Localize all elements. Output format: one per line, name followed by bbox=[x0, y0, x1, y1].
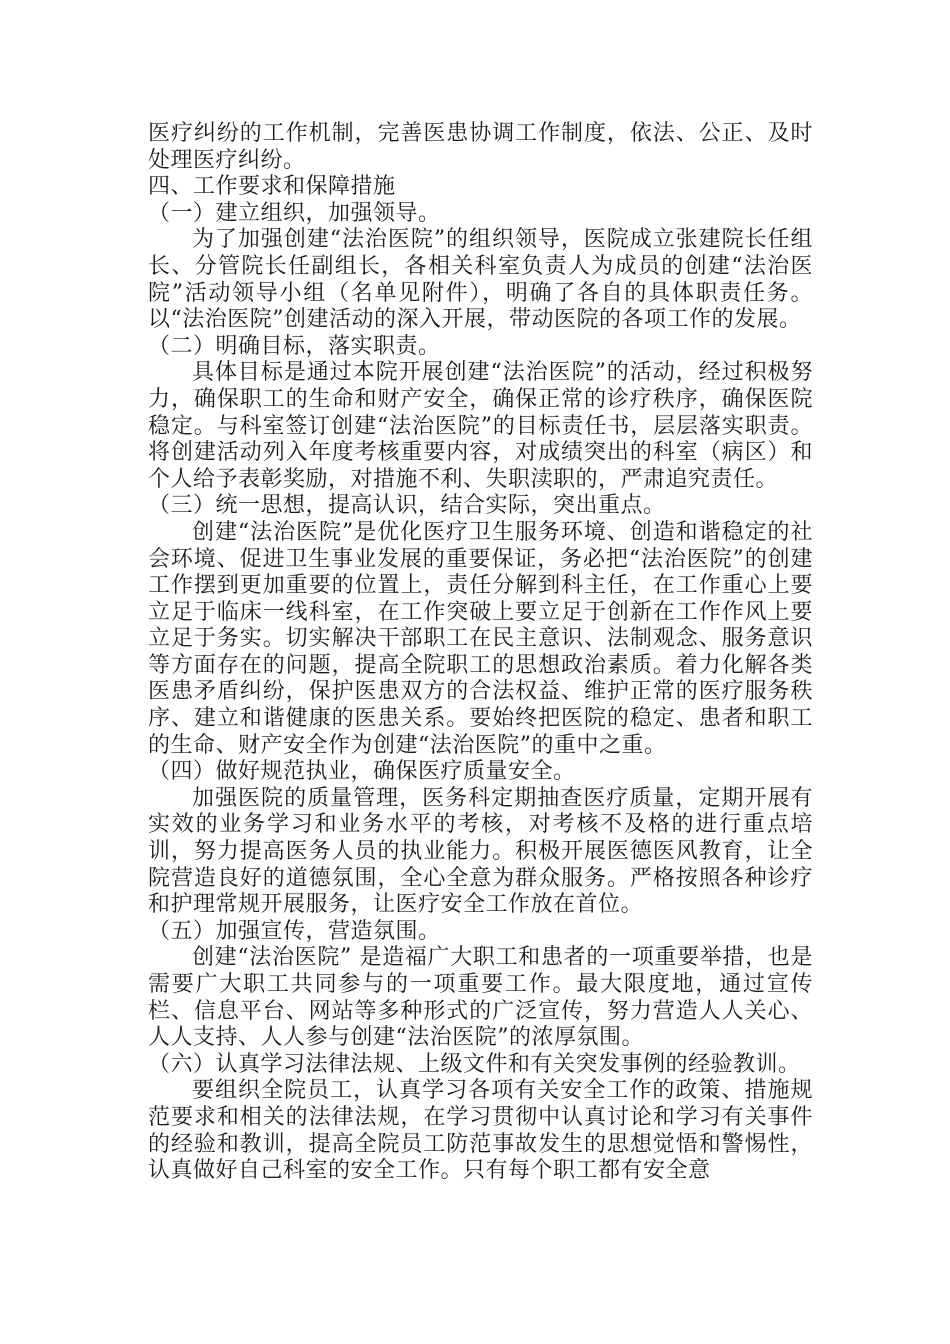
paragraph: 为了加强创建“法治医院”的组织领导，医院成立张建院长任组长、分管院长任副组长，各相关科室负责人为成员的创建“法治医院”活动领导小组（名单见附件），明确了各自的具体职责任务。以“法治医院”创建活动的深入开展，带动医院的各项工作的发展。 bbox=[148, 227, 813, 333]
paragraph: 创建“法治医院” 是造福广大职工和患者的一项重要举措，也是需要广大职工共同参与的一项重要工作。最大限度地，通过宣传栏、信息平台、网站等多种形式的广泛宣传，努力营造人人关心、人人支持、人人参与创建“法治医院”的浓厚氛围。 bbox=[148, 945, 813, 1051]
subsection-heading: （五）加强宣传，营造氛围。 bbox=[148, 918, 441, 944]
subsection-heading: （二）明确目标，落实职责。 bbox=[148, 333, 441, 359]
paragraph: 加强医院的质量管理，医务科定期抽查医疗质量，定期开展有实效的业务学习和业务水平的考核，对考核不及格的进行重点培训，努力提高医务人员的执业能力。积极开展医德医风教育，让全院营造良好的道德氛围，全心全意为群众服务。严格按照各种诊疗和护理常规开展服务，让医疗安全工作放在首位。 bbox=[148, 785, 813, 918]
subsection-heading: （三）统一思想，提高认识，结合实际，突出重点。 bbox=[148, 493, 666, 519]
subsection-heading: （一）建立组织，加强领导。 bbox=[148, 200, 441, 226]
subsection-heading: （四）做好规范执业，确保医疗质量安全。 bbox=[148, 759, 576, 785]
document-body bbox=[148, 121, 813, 1185]
paragraph: 医疗纠纷的工作机制，完善医患协调工作制度，依法、公正、及时处理医疗纠纷。 bbox=[148, 121, 813, 173]
subsection-heading: （六）认真学习法律法规、上级文件和有关突发事例的经验教训。 bbox=[148, 1051, 801, 1077]
section-heading: 四、工作要求和保障措施 bbox=[148, 174, 396, 200]
paragraph: 具体目标是通过本院开展创建“法治医院”的活动，经过积极努力，确保职工的生命和财产安全，确保正常的诊疗秩序，确保医院稳定。与科室签订创建“法治医院”的目标责任书，层层落实职责。将创建活动列入年度考核重要内容，对成绩突出的科室（病区）和个人给予表彰奖励，对措施不利、失职渎职的，严肃追究责任。 bbox=[148, 360, 813, 492]
paragraph: 要组织全院员工，认真学习各项有关安全工作的政策、措施规范要求和相关的法律法规，在学习贯彻中认真讨论和学习有关事件的经验和教训，提高全院员工防范事故发生的思想觉悟和警惕性，认真做好自己科室的安全工作。只有每个职工都有安全意 bbox=[148, 1078, 813, 1184]
paragraph: 创建“法治医院”是优化医疗卫生服务环境、创造和谐稳定的社会环境、促进卫生事业发展的重要保证，务必把“法治医院”的创建工作摆到更加重要的位置上，责任分解到科主任，在工作重心上要立足于临床一线科室，在工作突破上要立足于创新在工作作风上要立足于务实。切实解决干部职工在民主意识、法制观念、服务意识等方面存在的问题，提高全院职工的思想政治素质。着力化解各类医患矛盾纠纷，保护医患双方的合法权益、维护正常的医疗服务秩序、建立和谐健康的医患关系。要始终把医院的稳定、患者和职工的生命、财产安全作为创建“法治医院”的重中之重。 bbox=[148, 519, 813, 758]
